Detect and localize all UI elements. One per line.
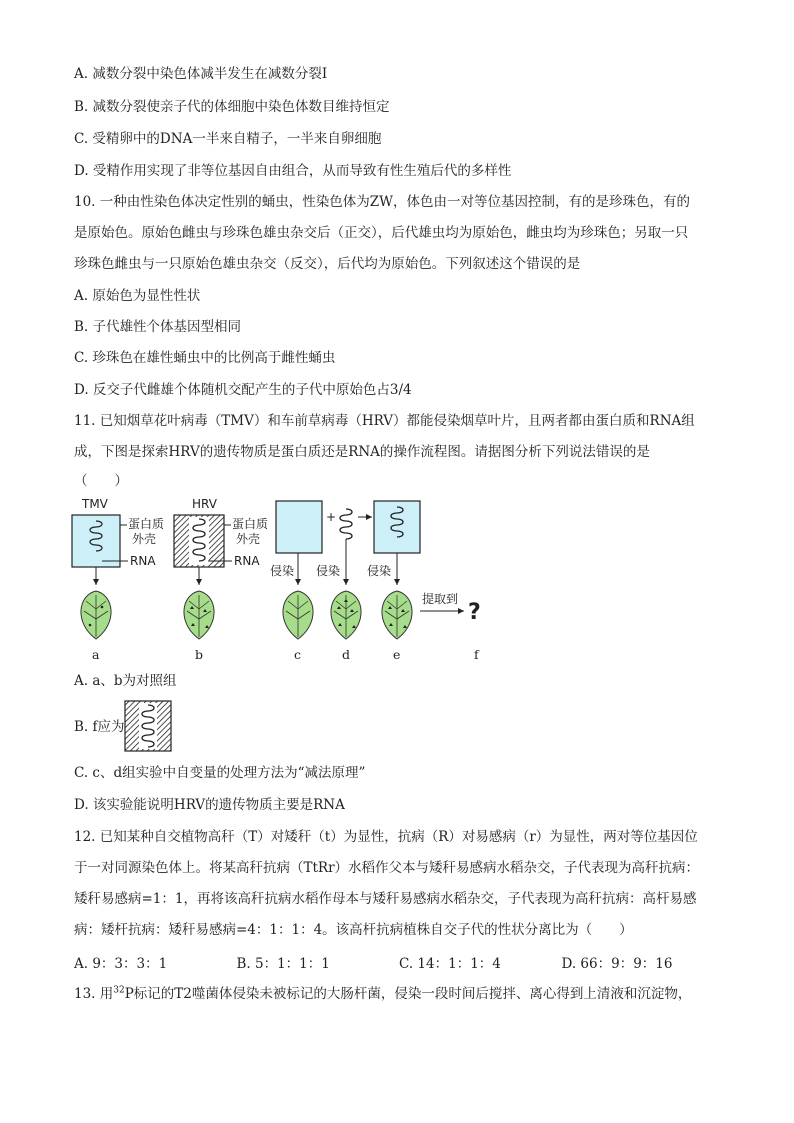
infect-label-d: 侵染	[316, 564, 341, 578]
hrv-experiment-diagram	[70, 495, 500, 665]
q12-options-row	[74, 952, 724, 972]
hrv-protein-label-1: 蛋白质	[232, 517, 269, 531]
q10-stem-line-3: 珍珠色雌虫与一只原始色雄虫杂交（反交），后代均为原始色。下列叙述这个错误的是	[74, 256, 581, 272]
q9-option-b: B. 减数分裂使亲子代的体细胞中染色体数目维持恒定	[74, 99, 390, 115]
q11-option-c: C. c、d组实验中自变量的处理方法为“减法原理”	[74, 765, 366, 781]
q11-stem-line-3: （ ）	[74, 473, 128, 489]
q10-stem-line-2: 是原始色。原始色雌虫与珍珠色雄虫杂交后（正交），后代雄虫均为原始色，雌虫均为珍珠色；另取一只	[74, 225, 689, 241]
q12-option-c: C. 14：1：1：4	[399, 956, 501, 972]
reconstituted-virus	[374, 501, 420, 553]
q12-stem-line-3: 矮秆易感病=1：1，再将该高秆抗病水稻作母本与矮秆易感病水稻杂交，子代表现为高秆抗病：高杆易感	[74, 891, 697, 907]
leaf-e	[382, 591, 412, 639]
leaf-b	[184, 591, 214, 639]
q9-option-d: D. 受精作用实现了非等位基因自由组合，从而导致有性生殖后代的多样性	[74, 163, 512, 179]
q12-option-a: A. 9：3：3：1	[74, 956, 168, 972]
extract-label: 提取到	[422, 592, 459, 606]
q11-stem-line-2: 成，下图是探索HRV的遗传物质是蛋白质还是RNA的操作流程图。请据图分析下列说法错误的是	[74, 444, 650, 460]
leaf-c	[283, 591, 313, 639]
q12-option-d: D. 66：9：9：16	[561, 956, 673, 972]
q11-option-d: D. 该实验能说明HRV的遗传物质主要是RNA	[74, 797, 345, 813]
q11-option-a: A. a、b为对照组	[74, 673, 177, 689]
hrv-protein-only	[276, 501, 322, 553]
infect-label-c: 侵染	[270, 564, 295, 578]
q10-option-a: A. 原始色为显性性状	[74, 288, 201, 304]
option-b-hrv-virus-icon	[124, 700, 174, 752]
q12-stem-line-1: 12. 已知某种自交植物高秆（T）对矮秆（t）为显性，抗病（R）对易感病（r）为显性，两对等位基因位	[74, 829, 698, 845]
q12-option-b: B. 5：1：1：1	[236, 956, 330, 972]
q12-stem-line-4: 病：矮杆抗病：矮秆易感病=4：1：1：4。该高杆抗病植株自交子代的性状分离比为（ ）	[74, 922, 633, 938]
q11-stem-line-1: 11. 已知烟草花叶病毒（TMV）和车前草病毒（HRV）都能侵染烟草叶片，且两者都由蛋白质和RNA组	[74, 413, 695, 429]
question-mark: ?	[468, 600, 481, 625]
hrv-rna-label: RNA	[234, 554, 260, 568]
hrv-protein-label-2: 外壳	[236, 532, 261, 546]
q10-stem-line-1: 10. 一种由性染色体决定性别的蛹虫，性染色体为ZW，体色由一对等位基因控制，有的是珍珠色，有的	[74, 194, 691, 210]
q13-isotope-superscript: 32	[113, 985, 125, 996]
tmv-rna-label: RNA	[130, 554, 156, 568]
leaf-label-a: a	[92, 647, 100, 662]
leaf-label-b: b	[195, 647, 204, 662]
infect-label-e: 侵染	[367, 564, 392, 578]
free-hrv-rna-coil	[340, 509, 352, 539]
leaf-label-d: d	[342, 647, 351, 662]
leaf-label-e: e	[393, 647, 401, 662]
q10-option-c: C. 珍珠色在雄性蛹虫中的比例高于雌性蛹虫	[74, 350, 336, 366]
q9-option-a: A. 减数分裂中染色体减半发生在减数分裂Ⅰ	[74, 66, 328, 82]
q12-stem-line-2: 于一对同源染色体上。将某高秆抗病（TtRr）水稻作父本与矮秆易感病水稻杂交，子代表现为高秆抗病：	[74, 860, 700, 876]
tmv-protein-label-1: 蛋白质	[128, 517, 165, 531]
q13-prefix: 13. 用	[74, 986, 114, 1002]
plus-sign: +	[326, 510, 337, 524]
q13-rest: P标记的T2噬菌体侵染未被标记的大肠杆菌，侵染一段时间后搅拌、离心得到上清液和沉淀物，	[124, 986, 692, 1002]
hrv-label: HRV	[192, 497, 217, 511]
q10-option-d: D. 反交子代雌雄个体随机交配产生的子代中原始色占3/4	[74, 382, 412, 398]
tmv-virus-capsid	[72, 515, 120, 567]
tmv-protein-label-2: 外壳	[132, 532, 157, 546]
q13-stem-line-1	[74, 984, 691, 1004]
q11-option-b-prefix: B. f应为	[74, 719, 125, 735]
leaf-a	[81, 591, 111, 639]
q10-option-b: B. 子代雄性个体基因型相同	[74, 319, 242, 335]
leaf-label-c: c	[294, 647, 302, 662]
tmv-label: TMV	[82, 497, 108, 511]
q9-option-c: C. 受精卵中的DNA一半来自精子，一半来自卵细胞	[74, 131, 382, 147]
leaf-d	[331, 591, 361, 639]
leaf-label-f: f	[474, 647, 479, 662]
